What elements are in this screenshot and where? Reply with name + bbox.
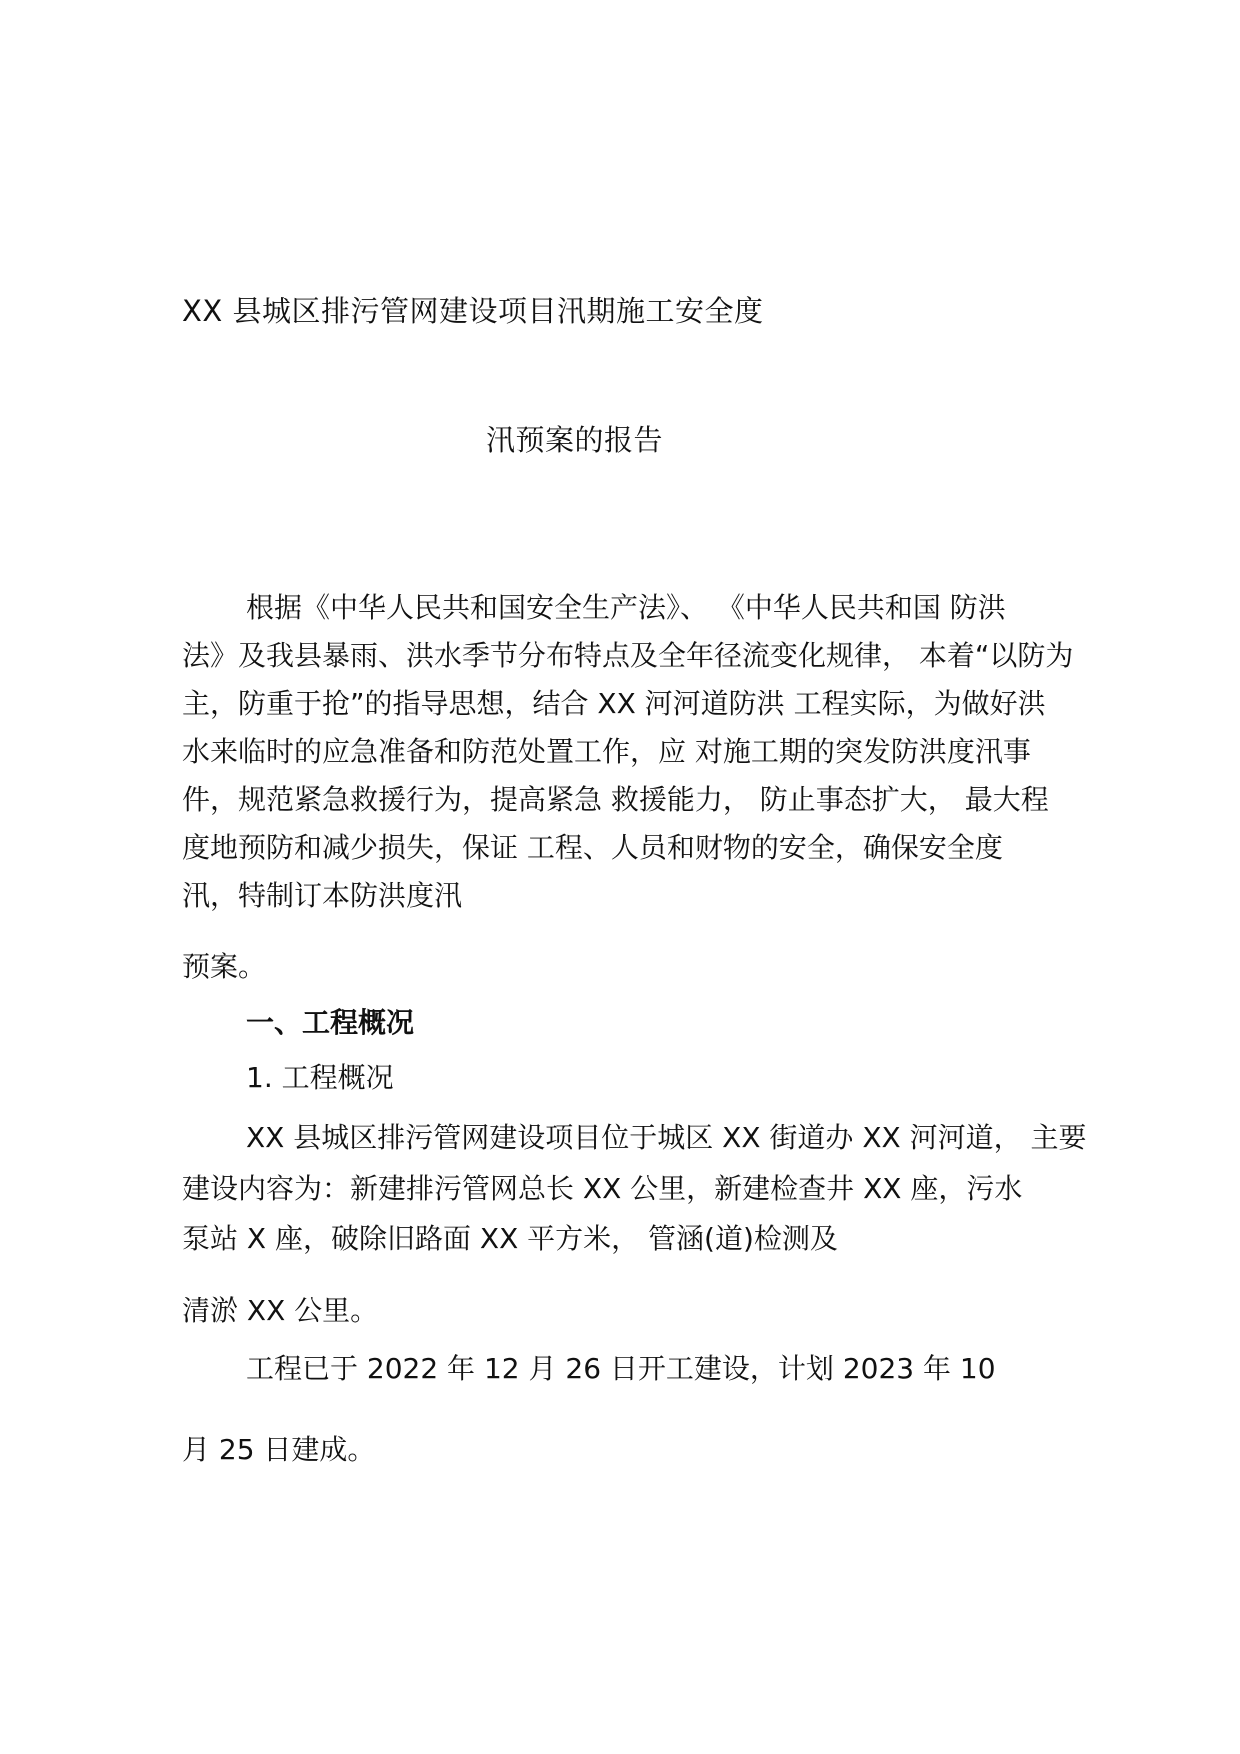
overview-line-3: 泵站 X 座，破除旧路面 XX 平方米， 管涵(道)检测及 (182, 1222, 838, 1255)
intro-tail: 预案。 (182, 950, 267, 983)
schedule-line-1: 工程已于 2022 年 12 月 26 日开工建设，计划 2023 年 10 (246, 1352, 996, 1385)
intro-line-5: 件，规范紧急救援行为，提高紧急 救援能力， 防止事态扩大， 最大程 (182, 783, 1049, 816)
intro-line-4: 水来临时的应急准备和防范处置工作，应 对施工期的突发防洪度汛事 (182, 735, 1031, 768)
intro-line-6: 度地预防和减少损失，保证 工程、人员和财物的安全，确保安全度 (182, 831, 1003, 864)
overview-line-2: 建设内容为：新建排污管网总长 XX 公里，新建检查井 XX 座，污水 (182, 1172, 1023, 1205)
overview-line-1: XX 县城区排污管网建设项目位于城区 XX 街道办 XX 河河道， 主要 (246, 1121, 1087, 1154)
title-line-2: 汛预案的报告 (486, 423, 664, 457)
title-line-1: XX 县城区排污管网建设项目汛期施工安全度 (182, 294, 764, 328)
schedule-line-2: 月 25 日建成。 (182, 1433, 376, 1466)
subsection-heading-overview: 1. 工程概况 (246, 1061, 394, 1094)
section-heading-overview: 一、工程概况 (246, 1006, 415, 1039)
intro-line-2: 法》及我县暴雨、洪水季节分布特点及全年径流变化规律， 本着“以防为 (182, 639, 1074, 672)
overview-tail: 清淤 XX 公里。 (182, 1294, 379, 1327)
intro-line-3: 主，防重于抢”的指导思想，结合 XX 河河道防洪 工程实际，为做好洪 (182, 687, 1046, 720)
intro-line-7: 汛，特制订本防洪度汛 (182, 879, 463, 912)
intro-line-1: 根据《中华人民共和国安全生产法》、 《中华人民共和国 防洪 (246, 591, 1006, 624)
